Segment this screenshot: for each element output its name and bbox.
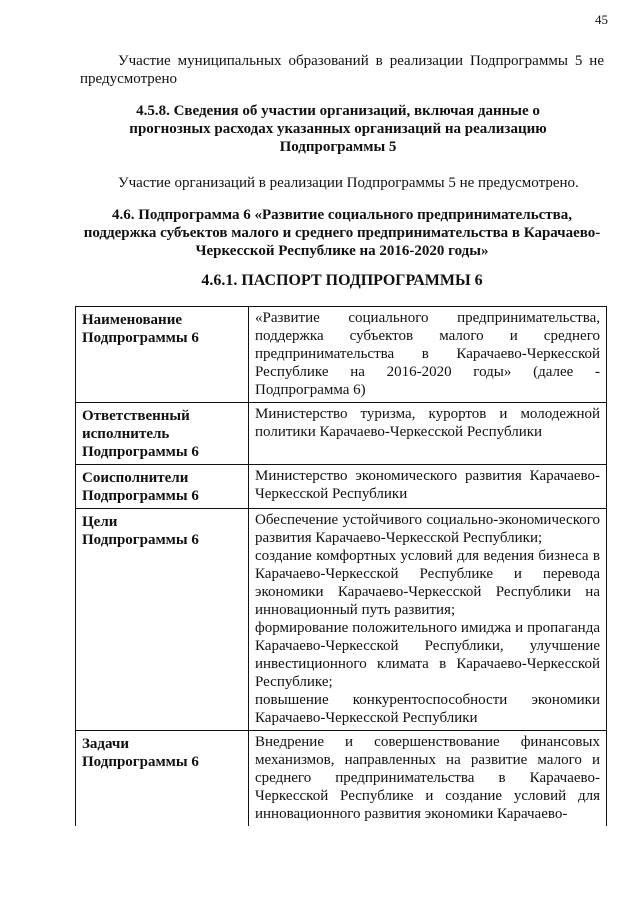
label-line: Подпрограммы 6 — [82, 532, 199, 548]
row-value — [249, 307, 607, 403]
value-line: Внедрение и совершенствование финансовых механизмов, направленных на развитие малого и среднего предпринимательства в Карачаево-Черкесской Республике и создание условий для инновационного развития экономики Карачаево- — [255, 734, 600, 822]
label-line: Подпрограммы 6 — [82, 488, 199, 504]
table-row-name — [76, 307, 607, 403]
row-label — [76, 509, 249, 731]
value-line: Обеспечение устойчивого социально-экономического развития Карачаево-Черкесской Республики; — [255, 512, 600, 546]
label-line: Наименование — [82, 312, 182, 328]
row-value — [249, 731, 607, 827]
row-value — [249, 509, 607, 731]
row-label — [76, 307, 249, 403]
row-label — [76, 465, 249, 509]
table-row-responsible — [76, 403, 607, 465]
label-line: Подпрограммы 6 — [82, 444, 199, 460]
label-line: исполнитель — [82, 426, 170, 442]
heading-4-6-1-passport: 4.6.1. ПАСПОРТ ПОДПРОГРАММЫ 6 — [201, 272, 483, 289]
page-number: 45 — [595, 12, 608, 27]
row-label — [76, 731, 249, 827]
label-line: Подпрограммы 6 — [82, 330, 199, 346]
row-label — [76, 403, 249, 465]
label-line: Задачи — [82, 736, 130, 752]
row-value — [249, 403, 607, 465]
heading-4-6: 4.6. Подпрограмма 6 «Развитие социального предпринимательства, поддержка субъектов малого и среднего предпринимательства в Карачаево-Черкесской Республике на 2016-2020 годы» — [83, 207, 601, 259]
value-line: формирование положительного имиджа и пропаганда Карачаево-Черкесской Республики, улучшение инвестиционного климата в Карачаево-Черкесской Республике; — [255, 620, 600, 690]
row-value — [249, 465, 607, 509]
table-row-coexecutors — [76, 465, 607, 509]
table-row-goals — [76, 509, 607, 731]
value-line: повышение конкурентоспособности экономики Карачаево-Черкесской Республики — [255, 692, 600, 726]
passport-table — [75, 306, 607, 826]
value-line: Министерство экономического развития Карачаево-Черкесской Республики — [255, 468, 600, 502]
value-line: «Развитие социального предпринимательства, поддержка субъектов малого и среднего предпринимательства в Карачаево-Черкесской Республике на 2016-2020 годы» (далее - Подпрограмма 6) — [255, 310, 600, 398]
value-line: создание комфортных условий для ведения бизнеса в Карачаево-Черкесской Республике и перевода экономики Карачаево-Черкесской Республики на инновационный путь развития; — [255, 548, 600, 618]
label-line: Соисполнители — [82, 470, 189, 486]
label-line: Цели — [82, 514, 118, 530]
label-line: Подпрограммы 6 — [82, 754, 199, 770]
label-line: Ответственный — [82, 408, 190, 424]
paragraph-organizations-participation: Участие организаций в реализации Подпрограммы 5 не предусмотрено. — [118, 175, 579, 191]
paragraph-municipal-participation: Участие муниципальных образований в реализации Подпрограммы 5 не предусмотрено — [80, 53, 604, 87]
value-line: Министерство туризма, курортов и молодежной политики Карачаево-Черкесской Республики — [255, 406, 600, 440]
table-row-tasks — [76, 731, 607, 827]
heading-4-5-8: 4.5.8. Сведения об участии организаций, включая данные о прогнозных расходах указанных организаций на реализацию Подпрограммы 5 — [129, 103, 547, 155]
